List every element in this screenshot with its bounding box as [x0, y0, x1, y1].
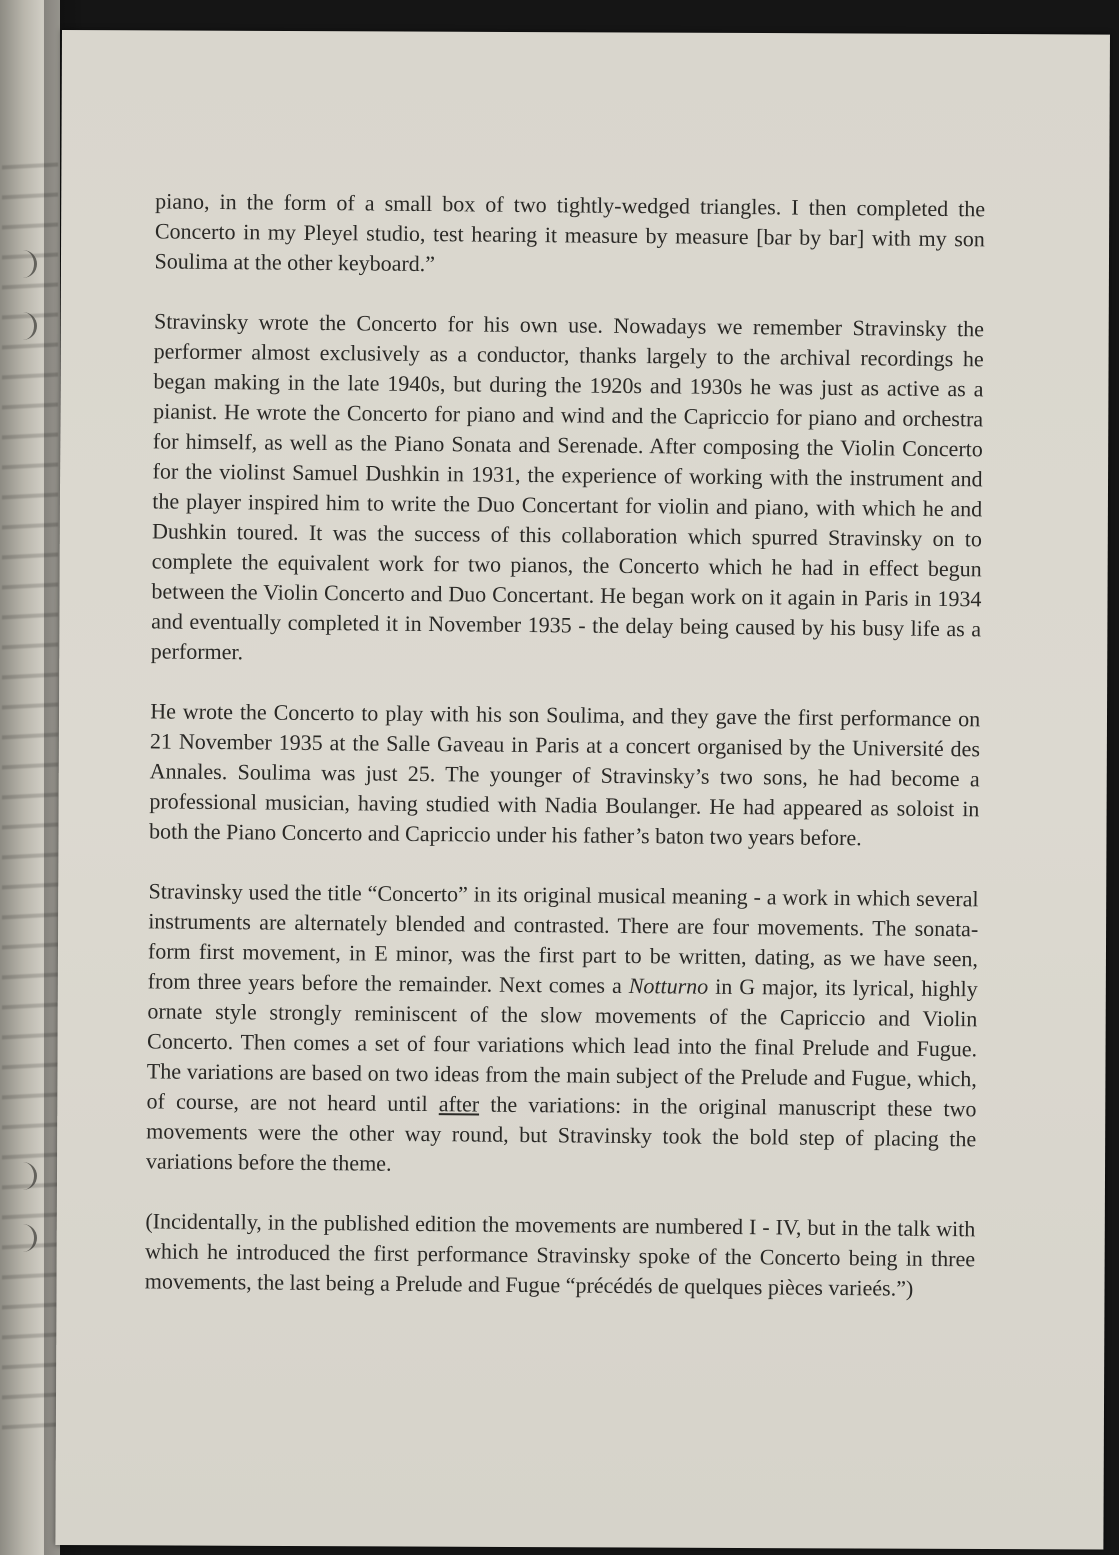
paragraph-2: Stravinsky wrote the Concerto for his own use. Nowadays we remember Stravinsky the performer almost exclusively as a conductor, thanks largely to the archival recordings he began making in the late 1940s, but during the 1920s and 1930s he was just as active as a pianist. He wrote the Concerto for piano and wind and the Capriccio for piano and orchestra for himself, as well as the Piano Sonata and Serenade. After composing the Violin Concerto for the violinst Samuel Dushkin in 1931, the experience of working with the instrument and the player inspired him to write the Duo Concertant for violin and piano, with which he and Dushkin toured. It was the success of this collaboration which spurred Stravinsky on to complete the equivalent work for two pianos, the Concerto which he had in effect begun between the Violin Concerto and Duo Concertant. He began work on it again in Paris in 1934 and eventually completed it in November 1935 - the delay being caused by his busy life as a performer.: [150, 308, 985, 665]
page: [55, 30, 1110, 1550]
paragraph-1: piano, in the form of a small box of two tightly-wedged triangles. I then completed the Concerto in my Pleyel studio, test hearing it measure by measure [bar by bar] with my son Soulima at the other keyboard.”: [154, 188, 986, 277]
paragraph-4: [146, 876, 979, 1184]
paragraph-3: He wrote the Concerto to play with his son Soulima, and they gave the first performance on 21 November 1935 at the Salle Gaveau in Paris at a concert organised by the Université des Annales. Soulima was just 25. The younger of Stravinsky’s two sons, he had become a professional musician, having studied with Nadia Boulanger. He had appeared as soloist in both the Piano Concerto and Capriccio under his father’s baton two years before.: [149, 698, 981, 851]
notturno-italic: Notturno: [628, 972, 709, 999]
paragraph-4-part-b: in G major, its lyrical, highly ornate style strongly reminiscent of the slow movements of the Capriccio and Violin Concerto. Then comes a set of four variations which lead into the final Prelude and Fugue. The variations are based on two ideas from the main subject of the Prelude and Fugue, which, of course, are not heard until: [146, 973, 978, 1117]
paragraph-5: (Incidentally, in the published edition the movements are numbered I - IV, but in the talk with which he introduced the first performance Stravinsky spoke of the Concerto being in three movements, the last being a Prelude and Fugue “précédés de quelques pièces varieés.”): [144, 1208, 976, 1301]
paragraph-4-part-c: the variations: in the original manuscript these two movements were the other way round, but Stravinsky took the bold step of placing the variations before the theme.: [145, 1091, 977, 1176]
after-underlined: after: [438, 1091, 480, 1117]
body-text: [145, 186, 986, 1304]
paragraph-4-part-a: Stravinsky used the title “Concerto” in its original musical meaning - a work in which several instruments are alternately blended and contrasted. There are four movements. The sonata-form first movement, in E minor, was the first part to be written, dating, as we have seen, from three years before the remainder. Next comes a: [147, 878, 979, 998]
